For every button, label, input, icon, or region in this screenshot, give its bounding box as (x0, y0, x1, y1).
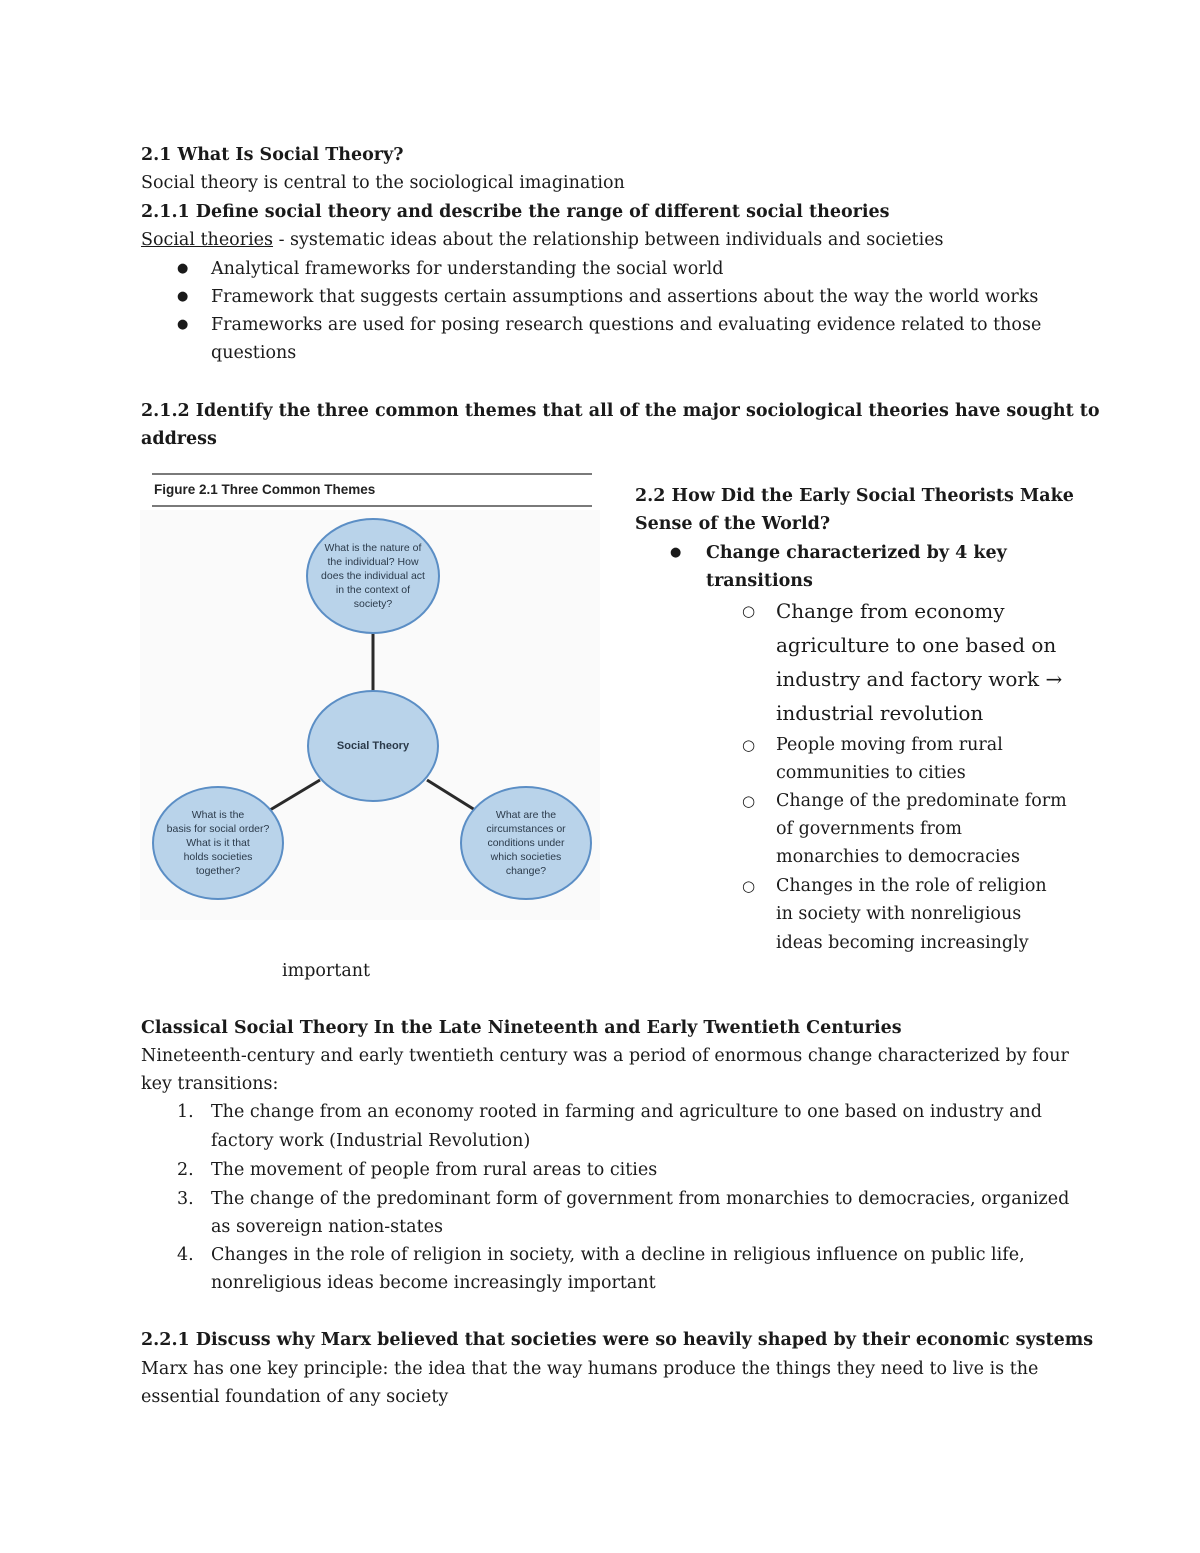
theme-order-line: holds societies (183, 851, 253, 863)
section-2-1-2-heading-cont: address (141, 429, 217, 449)
three-common-themes-figure (140, 470, 600, 920)
social-theories-definition (141, 226, 944, 254)
classical-theory-heading: Classical Social Theory In the Late Nineteenth and Early Twentieth Centuries (141, 1018, 902, 1038)
classical-intro: Nineteenth-century and early twentieth century was a period of enormous change characterized by four (141, 1046, 1069, 1066)
transition-4-line: in society with nonreligious (776, 904, 1022, 924)
theme-order-line: What is the (191, 809, 245, 821)
connector-left (270, 780, 320, 810)
transitions-bullet-cont: transitions (706, 571, 813, 591)
figure-title: Figure 2.1 Three Common Themes (154, 482, 376, 497)
bullet-icon: ● (670, 545, 682, 560)
transition-3-line: of governments from (776, 819, 962, 839)
theme-change-line: conditions under (487, 837, 565, 849)
transition-2-line: communities to cities (776, 763, 966, 783)
list-item: The change from an economy rooted in farming and agriculture to one based on industry and (211, 1102, 1042, 1122)
theme-individual-line: What is the nature of (324, 542, 422, 554)
transition-3-line: monarchies to democracies (776, 847, 1020, 867)
theme-individual-bubble (306, 518, 440, 634)
circle-bullet-icon: ○ (742, 877, 756, 895)
transition-1-line: industrial revolution (776, 701, 984, 725)
theme-change-bubble (460, 786, 592, 900)
circle-bullet-icon: ○ (742, 792, 756, 810)
transitions-bullet: Change characterized by 4 key (706, 543, 1007, 563)
section-2-2-heading-cont: Sense of the World? (635, 514, 831, 534)
list-number: 1. (177, 1102, 194, 1122)
theme-change-line: circumstances or (486, 823, 566, 835)
transition-1-line: industry and factory work → (776, 667, 1063, 691)
theme-order-line: basis for social order? (166, 823, 270, 835)
theme-change-line: which societies (490, 851, 562, 863)
list-number: 2. (177, 1160, 194, 1180)
section-2-1-heading: 2.1 What Is Social Theory? (141, 145, 404, 165)
transition-4-overflow: important (282, 961, 371, 981)
transition-4-line: ideas becoming increasingly (776, 933, 1029, 953)
list-item-cont: as sovereign nation-states (211, 1217, 443, 1237)
marx-principle: Marx has one key principle: the idea that the way humans produce the things they need to live is the (141, 1359, 1039, 1379)
bullet-icon: ● (177, 289, 189, 304)
bullet-item: Analytical frameworks for understanding the social world (211, 259, 724, 279)
theme-individual-line: the individual? How (327, 556, 419, 568)
theme-change-line: change? (505, 865, 547, 877)
theme-individual-line: society? (353, 598, 393, 610)
social-theories-term: Social theories (141, 230, 274, 250)
section-2-1-1-heading: 2.1.1 Define social theory and describe the range of different social theories (141, 202, 890, 222)
theme-order-line: together? (195, 865, 241, 877)
bullet-icon: ● (177, 317, 189, 332)
social-theory-center-bubble (307, 690, 439, 802)
list-number: 3. (177, 1189, 194, 1209)
connector-right (427, 780, 475, 810)
classical-intro-cont: key transitions: (141, 1074, 279, 1094)
marx-principle-cont: essential foundation of any society (141, 1387, 449, 1407)
circle-bullet-icon: ○ (742, 602, 756, 620)
list-item: The movement of people from rural areas to cities (211, 1160, 658, 1180)
section-2-1-intro: Social theory is central to the sociological imagination (141, 173, 625, 193)
list-item-cont: factory work (Industrial Revolution) (211, 1131, 531, 1151)
circle-bullet-icon: ○ (742, 736, 756, 754)
section-2-2-heading: 2.2 How Did the Early Social Theorists Make (635, 486, 1074, 506)
theme-change-line: What are the (495, 809, 557, 821)
section-2-1-2-heading: 2.1.2 Identify the three common themes that all of the major sociological theories have sought to (141, 401, 1100, 421)
theme-individual-line: in the context of (335, 584, 411, 596)
list-number: 4. (177, 1245, 194, 1265)
theme-individual-line: does the individual act (321, 570, 425, 582)
bullet-item-continuation: questions (211, 343, 297, 363)
bullet-item: Framework that suggests certain assumptions and assertions about the way the world works (211, 287, 1039, 307)
social-theories-definition-text: - systematic ideas about the relationship between individuals and societies (273, 230, 944, 250)
bullet-icon: ● (177, 261, 189, 276)
list-item-cont: nonreligious ideas become increasingly important (211, 1273, 656, 1293)
transition-1-line: agriculture to one based on (776, 633, 1057, 657)
theme-social-order-bubble (152, 786, 284, 900)
theme-order-line: What is it that (186, 837, 250, 849)
transition-2-line: People moving from rural (776, 735, 1003, 755)
transition-4-line: Changes in the role of religion (776, 876, 1047, 896)
bullet-item: Frameworks are used for posing research questions and evaluating evidence related to those (211, 315, 1042, 335)
list-item: Changes in the role of religion in society, with a decline in religious influence on public life, (211, 1245, 1025, 1265)
transition-3-line: Change of the predominate form (776, 791, 1067, 811)
center-label: Social Theory (336, 740, 410, 752)
list-item: The change of the predominant form of government from monarchies to democracies, organized (211, 1189, 1070, 1209)
section-2-2-1-heading: 2.2.1 Discuss why Marx believed that societies were so heavily shaped by their economic systems (141, 1330, 1094, 1350)
transition-1-line: Change from economy (776, 599, 1005, 623)
